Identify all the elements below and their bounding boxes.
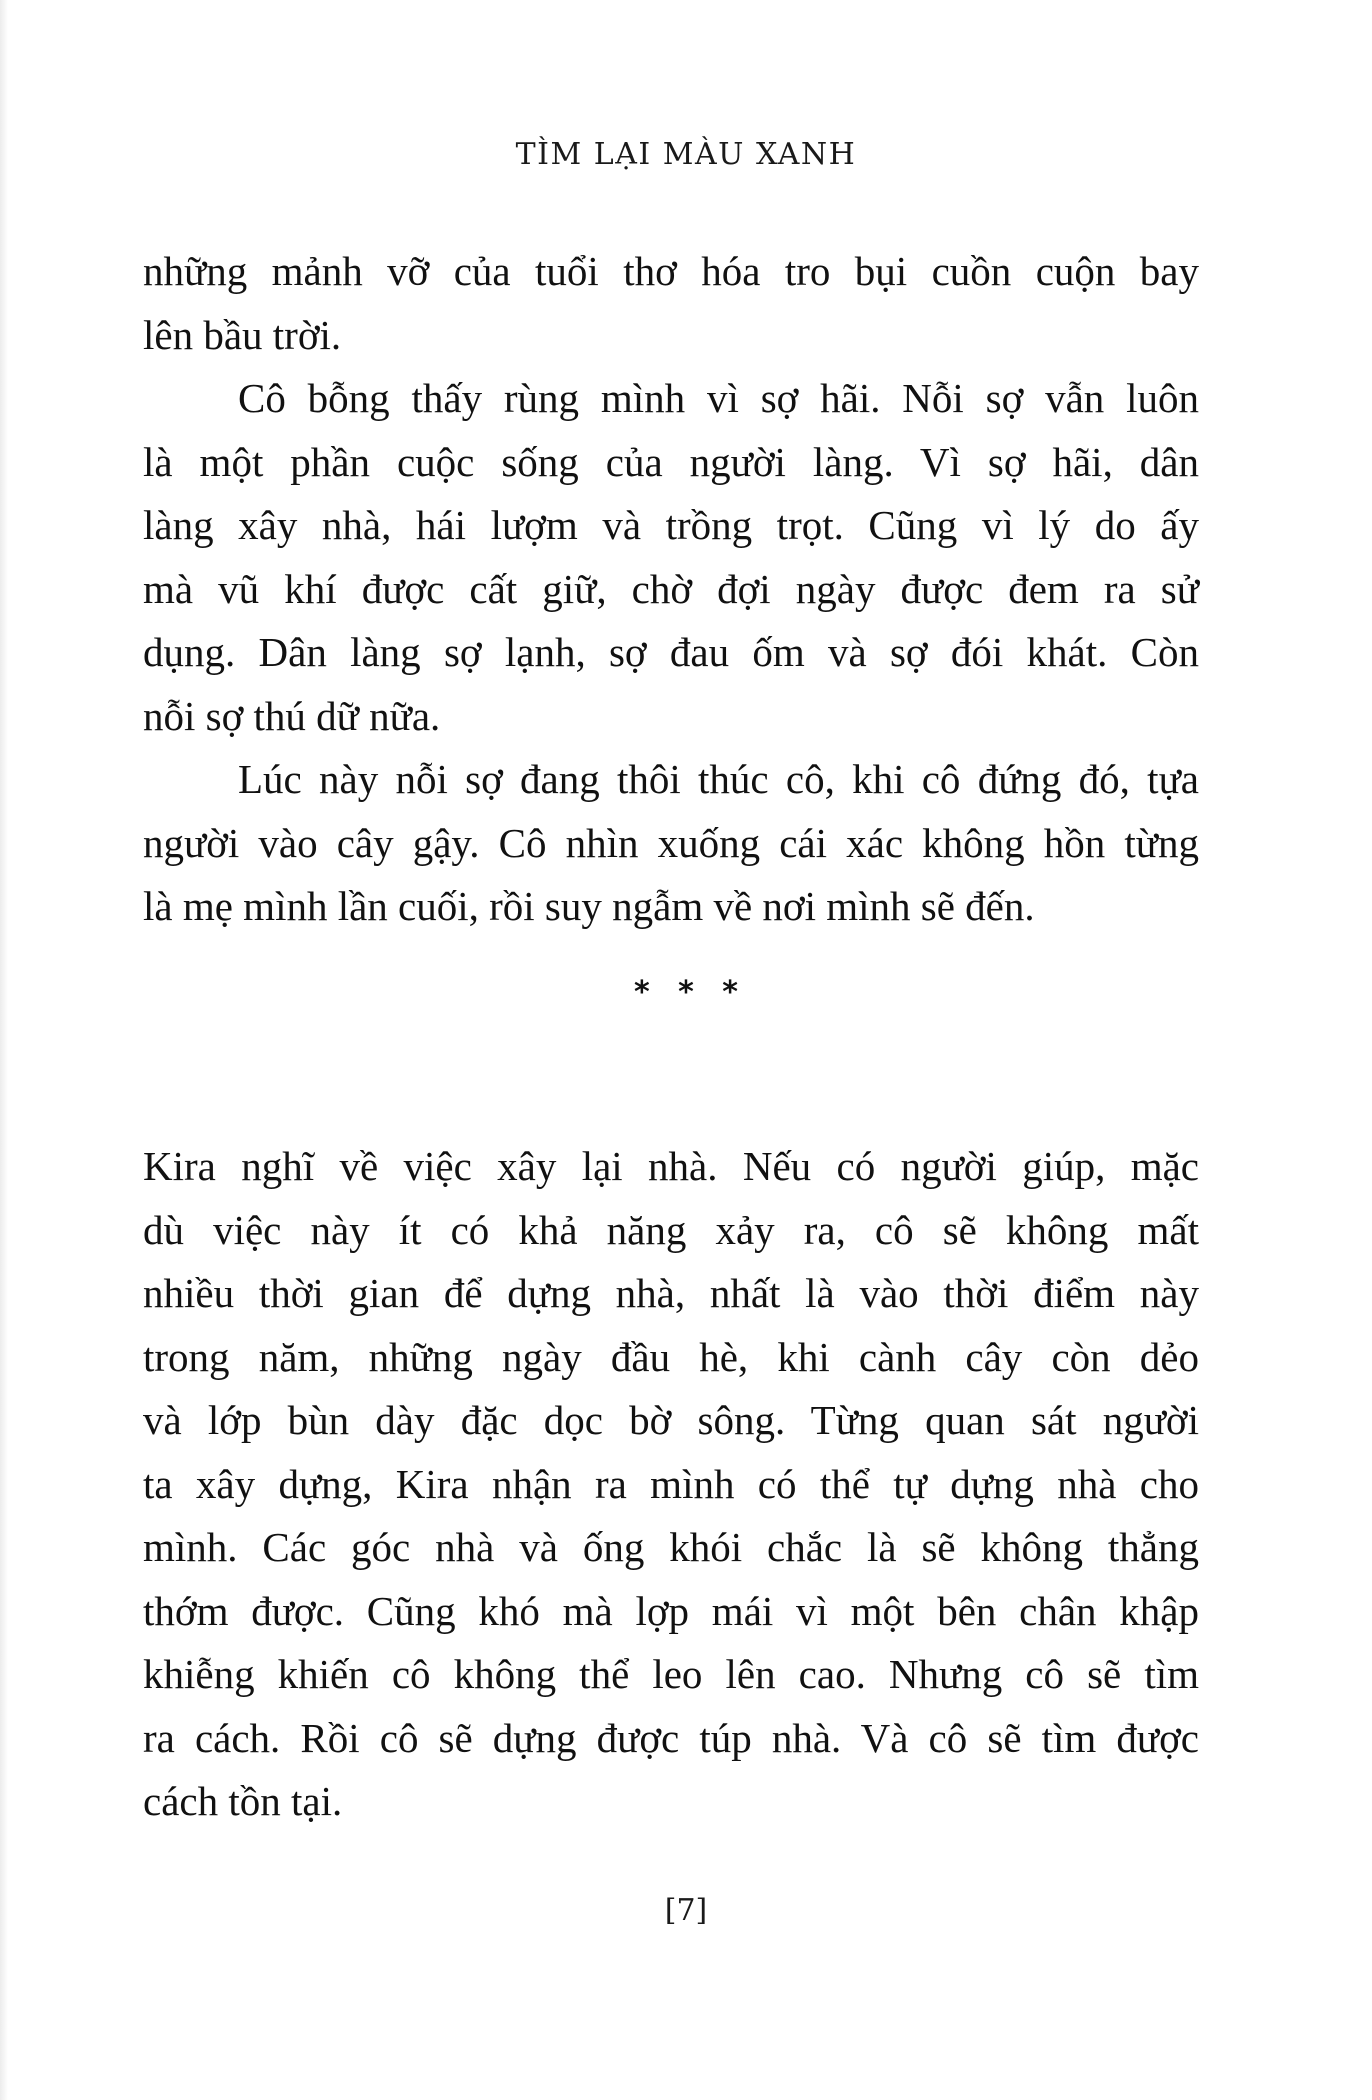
text-line: ta xây dựng, Kira nhận ra mình có thể tự dựng nhà cho [143, 1460, 1199, 1507]
text-line: Kira nghĩ về việc xây lại nhà. Nếu có người giúp, mặc [143, 1143, 1199, 1189]
body-text-section-1 [143, 240, 1199, 939]
text-line: ra cách. Rồi cô sẽ dựng được túp nhà. Và cô sẽ tìm được [143, 1714, 1199, 1761]
text-line: Cô bỗng thấy rùng mình vì sợ hãi. Nỗi sợ vẫn luôn [238, 375, 1199, 421]
text-line: nhiều thời gian để dựng nhà, nhất là vào thời điểm này [143, 1270, 1199, 1316]
text-line: trong năm, những ngày đầu hè, khi cành cây còn dẻo [143, 1333, 1199, 1380]
text-line: khiễng khiến cô không thể leo lên cao. Nhưng cô sẽ tìm [143, 1651, 1199, 1697]
running-header-title: TÌM LẠI MÀU XANH [515, 137, 857, 172]
text-line: là một phần cuộc sống của người làng. Vì sợ hãi, dân [143, 438, 1199, 485]
text-line: lên bầu trời. [143, 311, 342, 358]
text-line: dù việc này ít có khả năng xảy ra, cô sẽ không mất [143, 1206, 1199, 1253]
text-line: cách tồn tại. [143, 1778, 343, 1824]
text-line: mà vũ khí được cất giữ, chờ đợi ngày được đem ra sử [143, 565, 1199, 612]
paragraph [143, 1135, 1199, 1834]
page-edge-shadow [0, 0, 8, 2100]
text-line: là mẹ mình lần cuối, rồi suy ngẫm về nơi mình sẽ đến. [143, 883, 1035, 929]
text-line: người vào cây gậy. Cô nhìn xuống cái xác không hồn từng [143, 819, 1199, 866]
text-line: Lúc này nỗi sợ đang thôi thúc cô, khi cô đứng đó, tựa [238, 756, 1199, 802]
page-number: [7] [664, 1893, 708, 1928]
paragraph [143, 748, 1199, 939]
paragraph [143, 240, 1199, 367]
text-line: nỗi sợ thú dữ nữa. [143, 692, 441, 739]
paragraph [143, 367, 1199, 748]
text-line: làng xây nhà, hái lượm và trồng trọt. Cũng vì lý do ấy [143, 502, 1199, 548]
scene-break-asterisks: * * * [634, 975, 738, 1010]
text-line: những mảnh vỡ của tuổi thơ hóa tro bụi cuồn cuộn bay [143, 248, 1199, 294]
text-line: dụng. Dân làng sợ lạnh, sợ đau ốm và sợ đói khát. Còn [143, 629, 1199, 675]
body-text-section-2 [143, 1135, 1199, 1834]
text-line: và lớp bùn dày đặc dọc bờ sông. Từng quan sát người [143, 1397, 1199, 1443]
text-line: mình. Các góc nhà và ống khói chắc là sẽ không thẳng [143, 1524, 1199, 1570]
text-line: thớm được. Cũng khó mà lợp mái vì một bên chân khập [143, 1587, 1199, 1634]
